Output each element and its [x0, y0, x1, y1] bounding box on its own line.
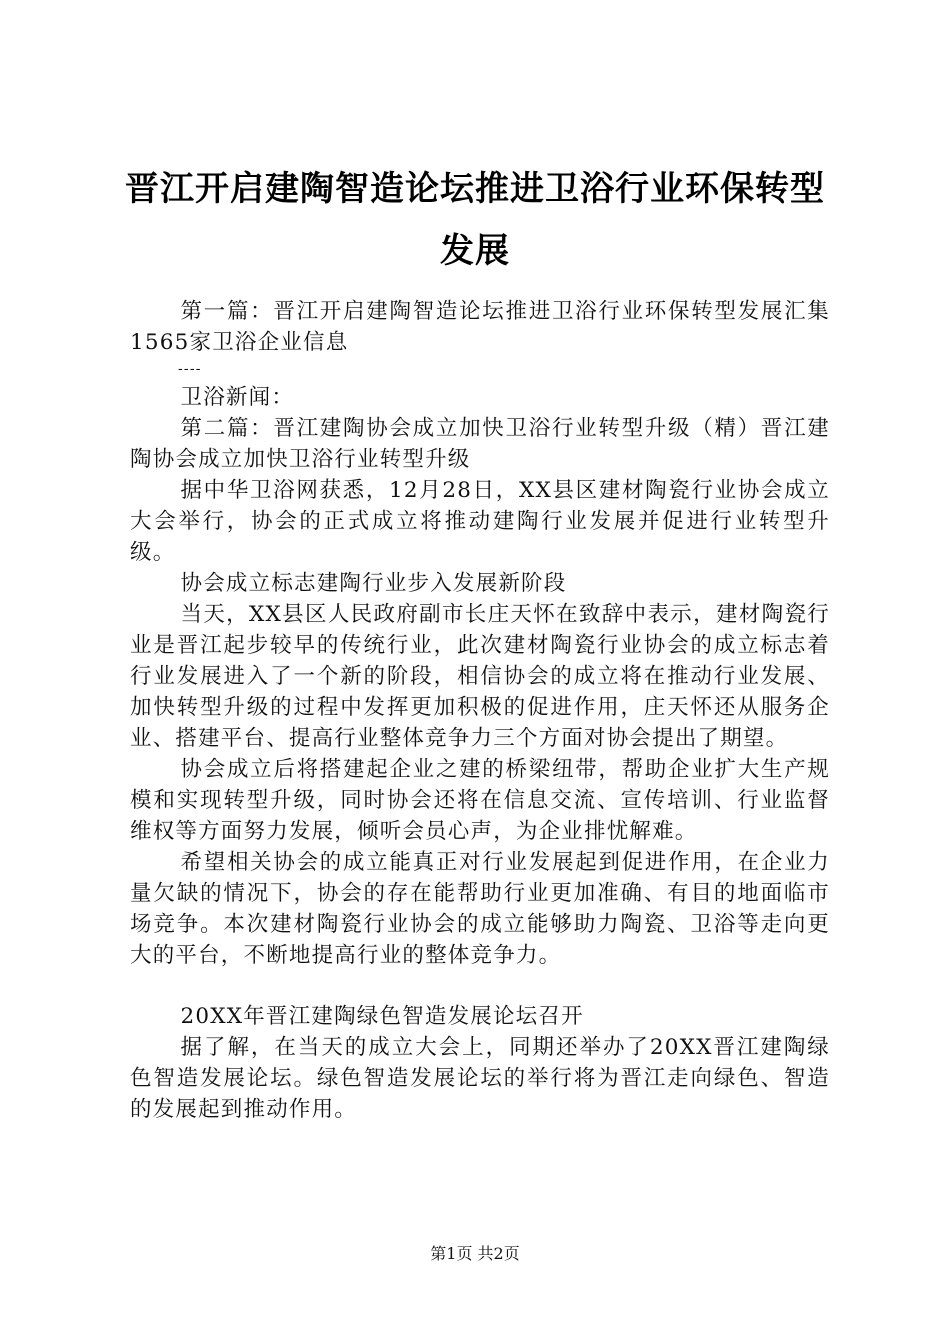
paragraph-part-two-heading: 第二篇：晋江建陶协会成立加快卫浴行业转型升级（精）晋江建陶协会成立加快卫浴行业转型升级 [130, 416, 830, 472]
paragraph-hope: 希望相关协会的成立能真正对行业发展起到促进作用，在企业力量欠缺的情况下，协会的存在能帮助行业更加准确、有目的地面临市场竞争。本次建材陶瓷行业协会的成立能够助力陶瓷、卫浴等走向更大的平台，不断地提高行业的整体竞争力。 [130, 850, 830, 968]
separator-dashes: ---- [178, 361, 202, 377]
paragraph-speech: 当天，XX县区人民政府副市长庄天怀在致辞中表示，建材陶瓷行业是晋江起步较早的传统行业，此次建材陶瓷行业协会的成立标志着行业发展进入了一个新的阶段，相信协会的成立将在推动行业发展、加快转型升级的过程中发挥更加积极的促进作用，庄天怀还从服务企业、搭建平台、提高行业整体竞争力三个方面对协会提出了期望。 [130, 602, 830, 751]
paragraph-association-role: 协会成立后将搭建起企业之建的桥梁纽带，帮助企业扩大生产规模和实现转型升级，同时协会还将在信息交流、宣传培训、行业监督维权等方面努力发展，倾听会员心声，为企业排忧解难。 [130, 757, 830, 844]
page-number-footer: 第1页 共2页 [430, 1244, 520, 1263]
document-title: 晋江开启建陶智造论坛推进卫浴行业环保转型发展 [125, 169, 825, 271]
paragraph-forum-detail: 据了解，在当天的成立大会上，同期还举办了20XX晋江建陶绿色智造发展论坛。绿色智造发展论坛的举行将为晋江走向绿色、智造的发展起到推动作用。 [130, 1035, 830, 1122]
paragraph-part-one-heading: 第一篇：晋江开启建陶智造论坛推进卫浴行业环保转型发展汇集1565家卫浴企业信息 [130, 299, 830, 355]
paragraph-news-intro: 据中华卫浴网获悉，12月28日，XX县区建材陶瓷行业协会成立大会举行，协会的正式成立将推动建陶行业发展并促进行业转型升级。 [130, 478, 830, 565]
paragraph-subheading-forum: 20XX年晋江建陶绿色智造发展论坛召开 [180, 1004, 584, 1029]
document-body [130, 296, 830, 1125]
paragraph-bath-news: 卫浴新闻： [180, 385, 295, 410]
paragraph-subheading-new-stage: 协会成立标志建陶行业步入发展新阶段 [180, 571, 567, 596]
